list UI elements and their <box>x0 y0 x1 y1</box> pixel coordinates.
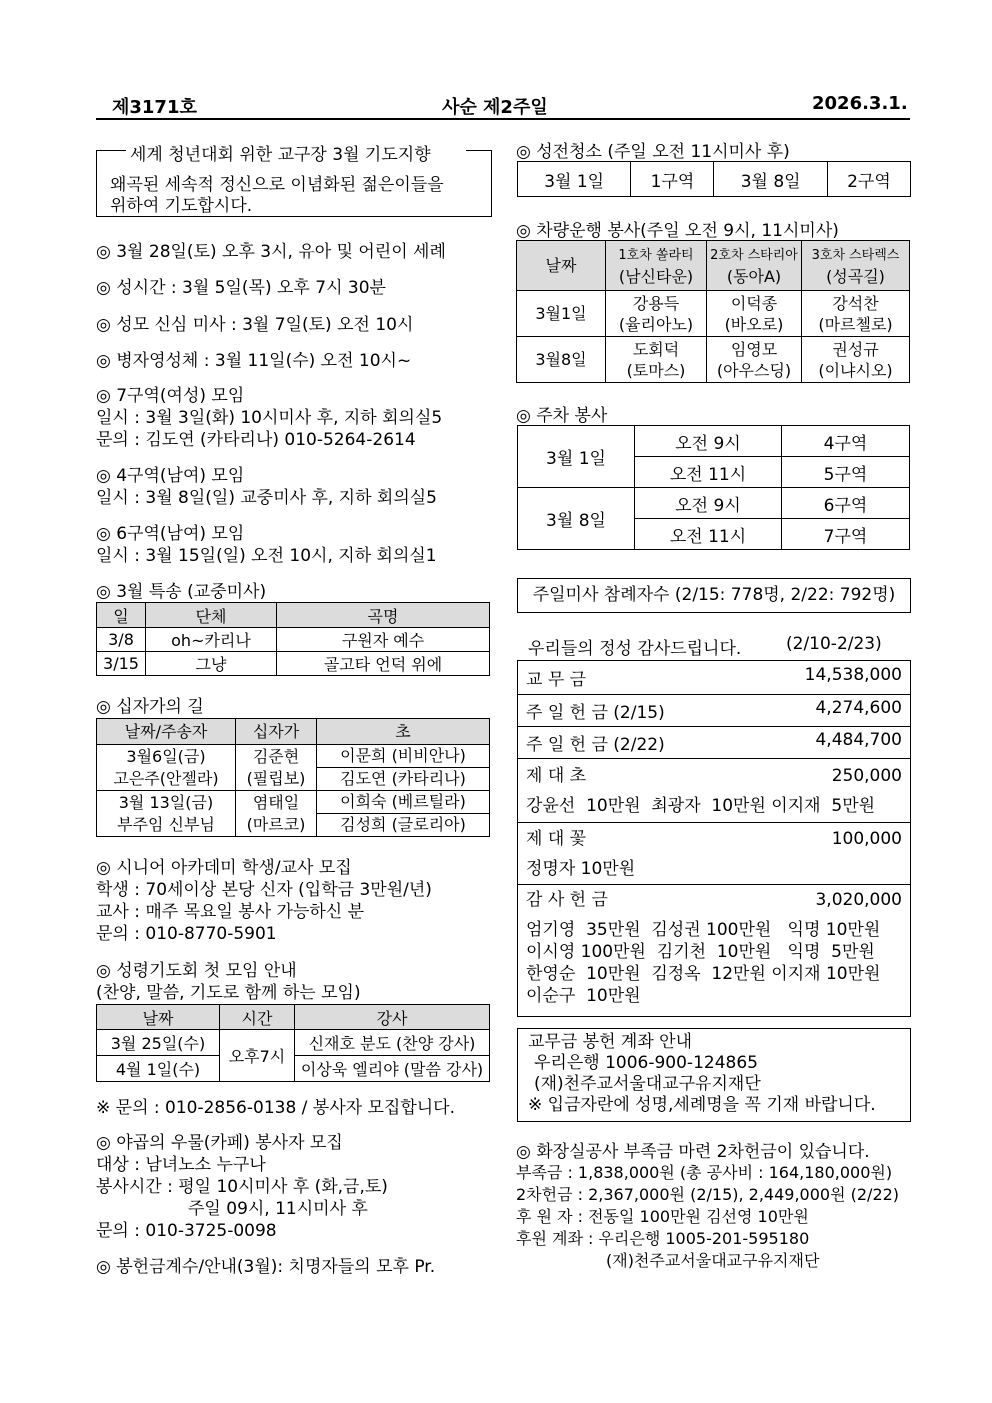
prayer-line-1: 왜곡된 세속적 정신으로 이념화된 젊은이들을 <box>110 175 444 195</box>
amount: 250,000 <box>831 765 902 786</box>
col-day: 일 <box>97 603 146 628</box>
baptismal-name: (토마스) <box>626 360 686 380</box>
candle-1: 이희숙 (베르틸라) <box>317 791 489 814</box>
table-row <box>518 885 911 1017</box>
spirit-note: ※ 문의 : 010-2856-0138 / 봉사자 모집합니다. <box>96 1098 455 1118</box>
jacob-target: 대상 : 남녀노소 누구나 <box>96 1155 266 1175</box>
account-box <box>517 1028 911 1122</box>
cell: 3월 25일(수) <box>97 1030 220 1056</box>
spirit-table <box>96 1004 490 1082</box>
group6-when: 일시 : 3월 15일(일) 오전 10시, 지하 회의실1 <box>96 546 437 566</box>
group6-title: ◎ 6구역(남여) 모임 <box>96 524 245 544</box>
label: 감 사 헌 금 <box>526 890 608 910</box>
cell <box>317 745 490 791</box>
col-date: 날짜 <box>97 1005 220 1030</box>
cell: 5구역 <box>782 457 910 488</box>
table-row <box>517 337 910 383</box>
driver: 권성규 <box>832 339 879 359</box>
cell: 오전 9시 <box>635 488 782 519</box>
cell <box>606 291 707 337</box>
cell <box>97 745 236 791</box>
senior-contact: 문의 : 010-8770-5901 <box>96 924 277 944</box>
account-note: ※ 입금자란에 성명,세례명을 꼭 기재 바랍니다. <box>528 1095 876 1115</box>
detail: 정명자 10만원 <box>526 858 636 879</box>
cell: 오전 9시 <box>635 426 782 457</box>
cell <box>518 759 911 823</box>
detail: 한영순 10만원 김정옥 12만원 이지재 10만원 <box>526 964 881 984</box>
car1-label: 1호차 쏠라티 <box>618 247 694 263</box>
senior-student: 학생 : 70세이상 본당 신자 (입학금 3만원/년) <box>96 880 432 900</box>
cleaning-title: ◎ 성전청소 (주일 오전 11시미사 후) <box>516 142 790 162</box>
cell: 오후7시 <box>220 1030 295 1082</box>
cell <box>518 695 911 727</box>
header-rule <box>96 118 910 120</box>
cell: oh~카리나 <box>146 628 277 652</box>
baptismal-name: (율리아노) <box>618 314 694 334</box>
cell: 3월1일 <box>517 291 606 337</box>
senior-title: ◎ 시니어 아카데미 학생/교사 모집 <box>96 858 352 878</box>
table-row <box>518 823 911 885</box>
toilet-sponsors: 후 원 자 : 전동일 100만원 김선영 10만원 <box>516 1207 809 1226</box>
col-song: 곡명 <box>277 603 490 628</box>
spirit-title: ◎ 성령기도회 첫 모임 안내 <box>96 961 297 981</box>
table-row <box>97 652 490 676</box>
group4-when: 일시 : 3월 8일(일) 교중미사 후, 지하 회의실5 <box>96 488 437 508</box>
label: 주 일 헌 금 (2/22) <box>526 735 665 755</box>
col-group: 단체 <box>146 603 277 628</box>
amount: 4,484,700 <box>815 730 902 750</box>
baptismal-name: (이냐시오) <box>818 360 893 380</box>
baptismal-name: (아우스딩) <box>716 360 792 380</box>
car-service-table <box>516 240 910 383</box>
attendance-text: 주일미사 참례자수 (2/15: 778명, 2/22: 792명) <box>532 585 896 605</box>
jacob-time-1: 봉사시간 : 평일 10시미사 후 (화,금,토) <box>96 1177 388 1197</box>
cell <box>518 885 911 1017</box>
toilet-account: 후원 계좌 : 우리은행 1005-201-595180 <box>516 1229 810 1248</box>
table-row <box>518 426 910 457</box>
date: 3월6일(금) <box>126 746 206 766</box>
table-row <box>97 1030 490 1056</box>
cell <box>802 337 910 383</box>
cell <box>236 791 317 837</box>
cell: 3월 1일 <box>518 162 631 197</box>
finance-title: 우리들의 정성 감사드립니다. <box>528 639 742 659</box>
candle-1: 이문희 (비비안나) <box>317 745 489 768</box>
jacob-contact: 문의 : 010-3725-0098 <box>96 1221 277 1241</box>
holy-hour-notice: ◎ 성시간 : 3월 5일(목) 오후 7시 30분 <box>96 278 386 298</box>
car2-route: (동아A) <box>726 266 782 286</box>
car2-label: 2호차 스타리아 <box>710 247 798 263</box>
issue-number: 제3171호 <box>112 97 197 118</box>
cell: 오전 11시 <box>635 457 782 488</box>
marian-mass-notice: ◎ 성모 신심 미사 : 3월 7일(토) 오전 10시 <box>96 315 414 335</box>
cell <box>518 727 911 759</box>
table-row <box>518 759 911 823</box>
spirit-subtitle: (찬양, 말씀, 기도로 함께 하는 모임) <box>96 983 361 1003</box>
offering-count-notice: ◎ 봉헌금계수/안내(3월): 치명자들의 모후 Pr. <box>96 1257 436 1277</box>
col-car2 <box>707 241 802 291</box>
table-row <box>518 488 910 519</box>
senior-teacher: 교사 : 매주 목요일 봉사 가능하신 분 <box>96 902 365 922</box>
toilet-second-collection: 2차헌금 : 2,367,000원 (2/15), 2,449,000원 (2/22) <box>516 1185 900 1204</box>
candle-2: 김성희 (글로리아) <box>340 815 466 834</box>
driver: 강용득 <box>632 293 680 313</box>
cleaning-table <box>517 161 911 197</box>
driver: 임영모 <box>730 339 778 359</box>
prayer-line-2: 위하여 기도합시다. <box>110 196 253 216</box>
bulletin-date: 2026.3.1. <box>812 93 908 114</box>
parking-table <box>517 425 910 550</box>
date: 3월 13일(금) <box>118 792 214 812</box>
amount: 3,020,000 <box>815 890 902 910</box>
cell: 3/15 <box>97 652 146 676</box>
baptismal-name: (마르코) <box>246 814 306 834</box>
baptismal-name: (필립보) <box>246 768 306 788</box>
car-service-title: ◎ 차량운행 봉사(주일 오전 9시, 11시미사) <box>516 221 839 241</box>
parking-title: ◎ 주차 봉사 <box>516 406 608 426</box>
baptism-notice: ◎ 3월 28일(토) 오후 3시, 유아 및 어린이 세례 <box>96 242 446 262</box>
cell <box>707 337 802 383</box>
cell: 3월 8일 <box>518 488 635 550</box>
cell <box>518 661 911 695</box>
toilet-shortfall: 부족금 : 1,838,000원 (총 공사비 : 164,180,000원) <box>516 1163 893 1182</box>
sick-communion-notice: ◎ 병자영성체 : 3월 11일(수) 오전 10시~ <box>96 351 412 371</box>
cell: 3월 8일 <box>714 162 827 197</box>
cell: 3월 1일 <box>518 426 635 488</box>
cell <box>236 745 317 791</box>
cell <box>802 291 910 337</box>
leader: 고은주(안젤라) <box>113 768 219 788</box>
cell: 2구역 <box>827 162 910 197</box>
special-song-title: ◎ 3월 특송 (교중미사) <box>96 582 267 602</box>
col-cross: 십자가 <box>236 719 317 745</box>
stations-table <box>96 718 490 837</box>
cell: 3월8일 <box>517 337 606 383</box>
cell: 7구역 <box>782 519 910 550</box>
cell: 구원자 예수 <box>277 628 490 652</box>
cell <box>707 291 802 337</box>
label: 제 대 초 <box>526 765 587 786</box>
cell: 3/8 <box>97 628 146 652</box>
col-speaker: 강사 <box>295 1005 490 1030</box>
label: 교 무 금 <box>526 670 587 690</box>
jacob-time-2: 주일 09시, 11시미사 후 <box>188 1199 368 1219</box>
cell: 오전 11시 <box>635 519 782 550</box>
cell: 4월 1일(수) <box>97 1056 220 1082</box>
col-candle: 초 <box>317 719 490 745</box>
special-song-table <box>96 602 490 676</box>
car3-route: (성곡길) <box>826 266 885 286</box>
cell: 이상욱 엘리야 (말씀 강사) <box>295 1056 490 1082</box>
cell: 1구역 <box>631 162 714 197</box>
cell: 6구역 <box>782 488 910 519</box>
cell: 신재호 분도 (찬양 강사) <box>295 1030 490 1056</box>
prayer-title: 세계 청년대회 위한 교구장 3월 기도지향 <box>130 145 431 165</box>
detail: 엄기영 35만원 김성권 100만원 익명 10만원 <box>526 920 881 940</box>
label: 주 일 헌 금 (2/15) <box>526 703 665 723</box>
jacob-title: ◎ 야곱의 우물(카페) 봉사자 모집 <box>96 1133 343 1153</box>
table-row <box>97 745 490 791</box>
col-date: 날짜 <box>517 241 606 291</box>
toilet-title: ◎ 화장실공사 부족금 마련 2차헌금이 있습니다. <box>516 1142 870 1162</box>
table-row <box>518 661 911 695</box>
driver: 이덕종 <box>730 293 778 313</box>
cell: 4구역 <box>782 426 910 457</box>
finance-table <box>517 660 911 1017</box>
stations-title: ◎ 십자가의 길 <box>96 697 204 717</box>
detail: 이순구 10만원 <box>526 986 641 1006</box>
cross-bearer: 김준현 <box>252 746 300 766</box>
finance-period: (2/10-2/23) <box>786 634 882 654</box>
cell <box>97 791 236 837</box>
col-date-leader: 날짜/주송자 <box>97 719 236 745</box>
attendance-box <box>517 578 911 613</box>
candle-2: 김도연 (카타리나) <box>340 769 466 788</box>
cell <box>317 791 490 837</box>
table-row <box>518 727 911 759</box>
col-car3 <box>802 241 910 291</box>
car1-route: (남신타운) <box>618 266 694 286</box>
group7-title: ◎ 7구역(여성) 모임 <box>96 386 245 406</box>
group7-when: 일시 : 3월 3일(화) 10시미사 후, 지하 회의실5 <box>96 408 443 428</box>
driver: 도회덕 <box>632 339 680 359</box>
cell <box>606 337 707 383</box>
col-time: 시간 <box>220 1005 295 1030</box>
amount: 100,000 <box>831 828 902 849</box>
detail: 강윤선 10만원 최광자 10만원 이지재 5만원 <box>526 795 876 816</box>
baptismal-name: (바오로) <box>724 314 784 334</box>
cell <box>518 823 911 885</box>
leader: 부주임 신부님 <box>117 814 215 834</box>
account-holder: (재)천주교서울대교구유지재단 <box>534 1074 761 1094</box>
cross-bearer: 염태일 <box>252 792 300 812</box>
account-title: 교무금 봉헌 계좌 안내 <box>528 1032 693 1052</box>
table-row <box>97 791 490 837</box>
amount: 4,274,600 <box>815 698 902 718</box>
label: 제 대 꽃 <box>526 828 587 849</box>
col-car1 <box>606 241 707 291</box>
table-row <box>518 695 911 727</box>
table-row <box>517 291 910 337</box>
account-number: 우리은행 1006-900-124865 <box>534 1053 758 1073</box>
cell: 그냥 <box>146 652 277 676</box>
liturgical-week: 사순 제2주일 <box>442 97 548 118</box>
table-row <box>97 628 490 652</box>
cell: 골고타 언덕 위에 <box>277 652 490 676</box>
driver: 강석찬 <box>832 293 879 313</box>
amount: 14,538,000 <box>804 665 902 685</box>
group7-contact: 문의 : 김도연 (카타리나) 010-5264-2614 <box>96 430 416 450</box>
baptismal-name: (마르첼로) <box>818 314 893 334</box>
group4-title: ◎ 4구역(남여) 모임 <box>96 466 245 486</box>
car3-label: 3호차 스타렉스 <box>811 247 900 263</box>
detail: 이시영 100만원 김기천 10만원 익명 5만원 <box>526 942 875 962</box>
toilet-foundation: (재)천주교서울대교구유지재단 <box>606 1251 820 1270</box>
